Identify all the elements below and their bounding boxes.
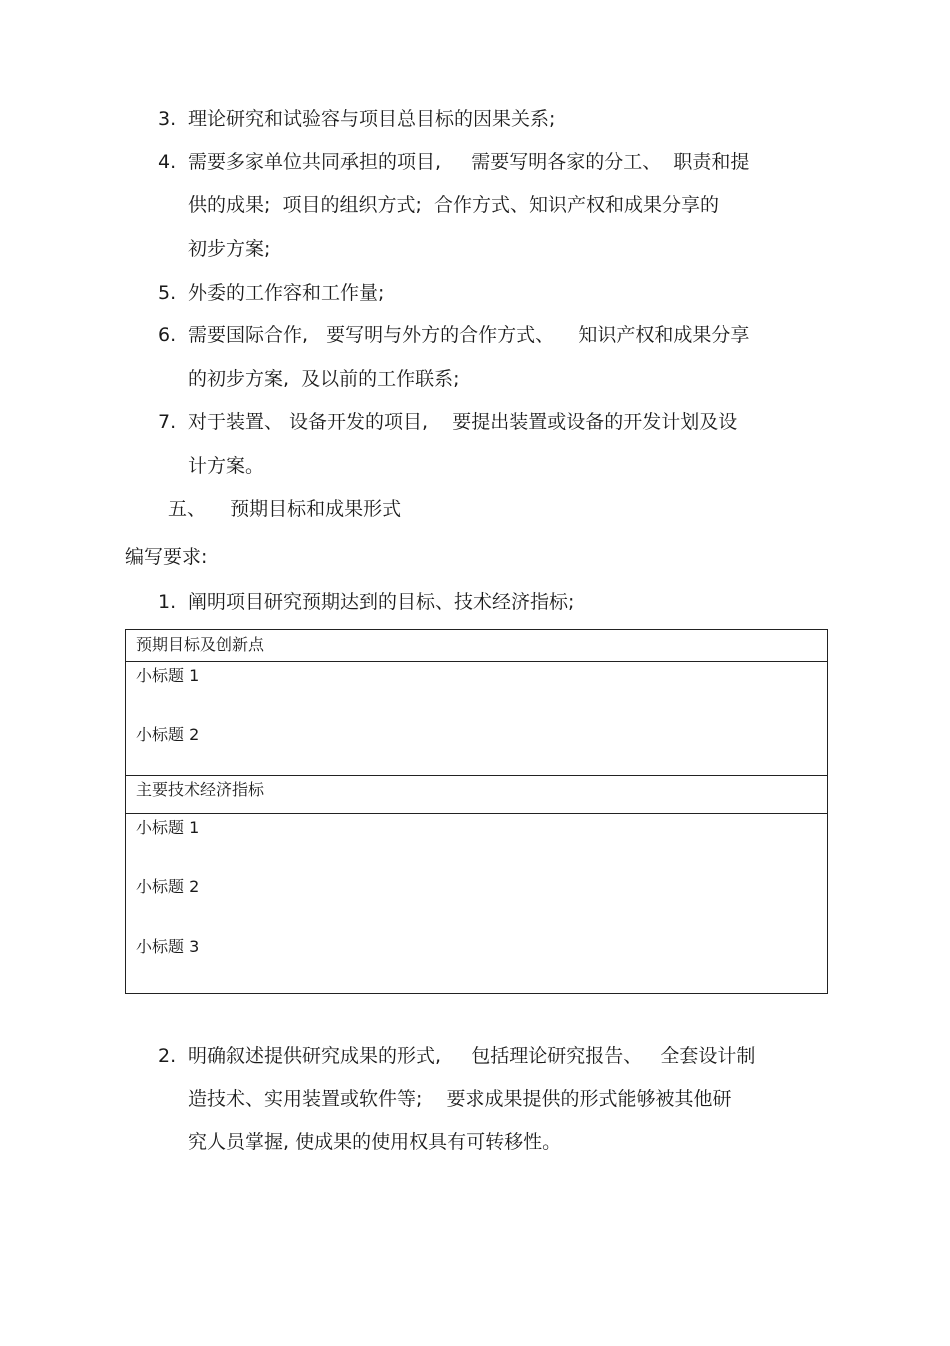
goals-table (125, 629, 828, 994)
table-cell-indicators (126, 814, 828, 994)
list-number: 3. (158, 108, 177, 130)
list-item-text: 对于装置、 设备开发的项目, 要提出装置或设备的开发计划及设 (188, 411, 738, 433)
list-item-text: 的初步方案, 及以前的工作联系; (188, 368, 460, 390)
list-item-text: 初步方案; (188, 238, 271, 260)
list-item-text: 明确叙述提供研究成果的形式, 包括理论研究报告、 全套设计制 (188, 1045, 756, 1067)
list-number: 4. (158, 151, 177, 173)
subtitle-label: 小标题 1 (136, 818, 200, 837)
subtitle-label: 小标题 2 (136, 725, 200, 744)
list-item-text: 需要国际合作, 要写明与外方的合作方式、 知识产权和成果分享 (188, 324, 750, 346)
list-number: 5. (158, 282, 177, 304)
section-heading: 五、 预期目标和成果形式 (168, 498, 402, 520)
list-number: 2. (158, 1045, 177, 1067)
list-item-text: 计方案。 (188, 455, 265, 477)
table-cell-goals (126, 662, 828, 776)
table-header-indicators: 主要技术经济指标 (126, 776, 828, 814)
subtitle-label: 小标题 3 (136, 937, 200, 956)
list-item-text: 理论研究和试验容与项目总目标的因果关系; (188, 108, 556, 130)
list-item-text: 阐明项目研究预期达到的目标、技术经济指标; (188, 591, 575, 613)
list-number: 1. (158, 591, 177, 613)
requirements-label: 编写要求: (125, 546, 208, 568)
list-item-text: 外委的工作容和工作量; (188, 282, 385, 304)
list-item-text: 需要多家单位共同承担的项目, 需要写明各家的分工、 职责和提 (188, 151, 750, 173)
list-number: 6. (158, 324, 177, 346)
subtitle-label: 小标题 1 (136, 666, 200, 685)
list-item-text: 造技术、实用装置或软件等; 要求成果提供的形式能够被其他研 (188, 1088, 732, 1110)
list-number: 7. (158, 411, 177, 433)
list-item-text: 供的成果; 项目的组织方式; 合作方式、知识产权和成果分享的 (188, 194, 719, 216)
table-header-goals: 预期目标及创新点 (126, 630, 828, 662)
subtitle-label: 小标题 2 (136, 877, 200, 896)
list-item-text: 究人员掌握, 使成果的使用权具有可转移性。 (188, 1131, 562, 1153)
